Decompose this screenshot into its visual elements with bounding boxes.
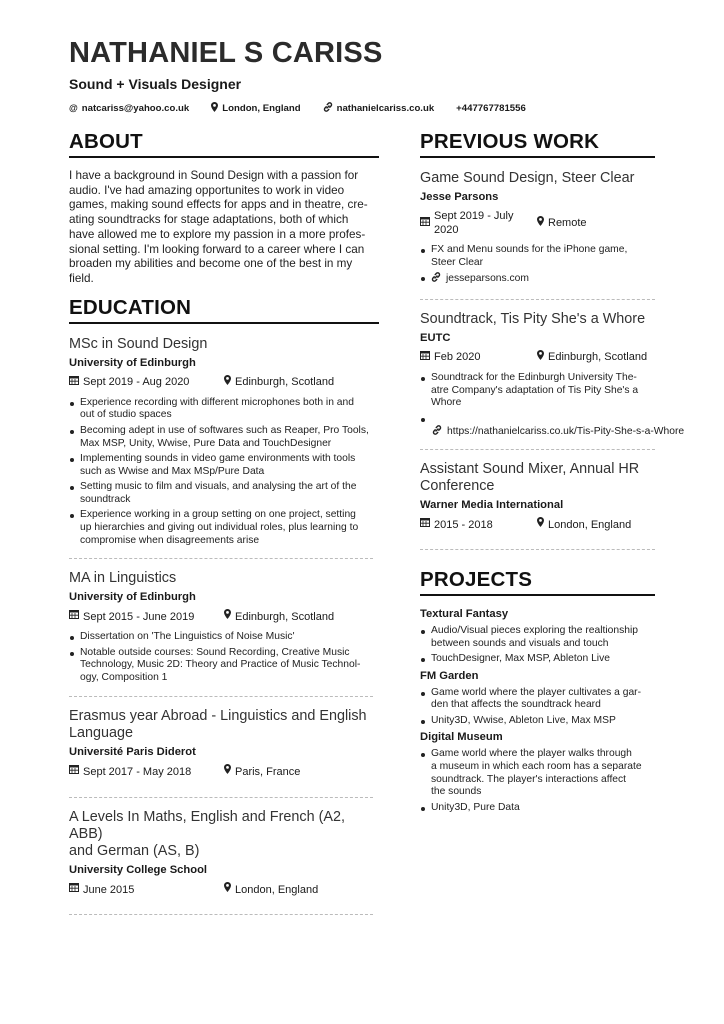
entry-date: [69, 375, 224, 390]
about-text: [69, 169, 379, 287]
list-item: TouchDesigner, Max MSP, Ableton Live: [420, 653, 655, 666]
map-pin-icon: [211, 102, 218, 114]
work-link[interactable]: jesseparsons.com: [446, 273, 529, 285]
entry-location-text: London, England: [235, 883, 319, 896]
entry-location: [224, 882, 318, 897]
project-name: FM Garden: [420, 669, 479, 682]
calendar-icon: [69, 609, 79, 624]
degree-title: Erasmus year Abroad - Linguistics and English Language: [69, 708, 367, 742]
entry-location: [537, 216, 587, 231]
contact-email-text[interactable]: natcariss@yahoo.co.uk: [81, 102, 190, 114]
entry-divider: [420, 449, 655, 450]
entry-bullets: [420, 244, 655, 287]
contact-location: [211, 102, 300, 114]
entry-divider: [69, 914, 373, 915]
list-item: Game world where the player walks through a museum in which each room has a separate soundtrack. The player's interactions affect the sounds: [420, 748, 655, 799]
left-column: [69, 130, 379, 915]
entry-divider: [69, 558, 373, 559]
entry-location: [224, 609, 334, 624]
entry-meta: [69, 764, 379, 779]
candidate-name: NATHANIEL S CARISS: [69, 37, 383, 69]
school-name: University of Edinburgh: [69, 591, 196, 604]
education-entry: [69, 336, 379, 548]
entry-date: [420, 517, 537, 532]
calendar-icon: [420, 350, 430, 365]
degree-title: A Levels In Maths, English and French (A2, ABB) and German (AS, B): [69, 809, 345, 860]
entry-location: [537, 517, 631, 532]
section-title-previous-work: PREVIOUS WORK: [420, 130, 655, 158]
employer-name: EUTC: [420, 331, 451, 344]
list-item: Implementing sounds in video game environments with tools such as Wwise and Max MSp/Pure Data: [69, 453, 379, 479]
entry-location-text: Paris, France: [235, 765, 301, 778]
list-item[interactable]: [420, 272, 655, 287]
project-name: Digital Museum: [420, 731, 503, 744]
entry-bullets: [69, 631, 379, 685]
entry-date-text: Sept 2017 - May 2018: [83, 765, 192, 778]
entry-meta: [420, 350, 655, 365]
entry-date-text: Sept 2015 - June 2019: [83, 610, 195, 623]
map-pin-icon: [224, 375, 231, 390]
about-line: field.: [69, 271, 94, 285]
entry-location-text: Edinburgh, Scotland: [235, 610, 335, 623]
entry-location: [537, 350, 647, 365]
project-bullets: [420, 625, 655, 666]
list-item: Game world where the player cultivates a gar- den that affects the soundtrack heard: [420, 687, 655, 713]
degree-title: MSc in Sound Design: [69, 335, 208, 352]
entry-date: [69, 764, 224, 779]
map-pin-icon: [537, 350, 544, 365]
contact-bar: [69, 102, 709, 114]
entry-divider: [420, 299, 655, 300]
list-item: [420, 413, 655, 423]
section-title-about: ABOUT: [69, 130, 379, 158]
about-line: audio. I've had amazing opportunites to work in video: [69, 183, 345, 197]
calendar-icon: [69, 764, 79, 779]
employer-name: Jesse Parsons: [420, 191, 499, 203]
entry-divider: [69, 797, 373, 798]
employer-name: Warner Media International: [420, 499, 564, 512]
list-item: Becoming adept in use of softwares such as Reaper, Pro Tools, Max MSP, Unity, Wwise, Pure Data and TouchDesigner: [69, 425, 379, 451]
contact-website[interactable]: [323, 102, 435, 114]
entry-date-text: Feb 2020: [434, 351, 481, 364]
map-pin-icon: [537, 517, 544, 532]
entry-date-text: Sept 2019 - Aug 2020: [83, 376, 190, 389]
education-entry: [69, 809, 379, 897]
entry-meta: [69, 375, 379, 390]
contact-phone-text[interactable]: +447767781556: [456, 102, 526, 114]
job-title: Soundtrack, Tis Pity She's a Whore: [420, 310, 646, 327]
job-title: Game Sound Design, Steer Clear: [420, 170, 635, 186]
list-item: Soundtrack for the Edinburgh University The- atre Company's adaptation of Tis Pity She's a Whore: [420, 372, 655, 410]
work-link-row[interactable]: [420, 425, 724, 438]
list-item: Notable outside courses: Sound Recording, Creative Music Technology, Music 2D: Theory and Practice of Music Technol- ogy, Composition 1: [69, 647, 379, 685]
entry-divider: [69, 696, 373, 697]
school-name: University of Edinburgh: [69, 356, 196, 369]
resume-header: [69, 34, 709, 114]
entry-meta: [69, 882, 379, 897]
entry-meta: [420, 209, 655, 237]
entry-date-text: Sept 2019 - July 2020: [434, 210, 514, 236]
degree-title: MA in Linguistics: [69, 570, 177, 587]
entry-bullets: [69, 397, 379, 548]
list-item: Unity3D, Pure Data: [420, 802, 655, 815]
list-item: Audio/Visual pieces exploring the realtionship between sounds and visuals and touch: [420, 625, 655, 651]
map-pin-icon: [224, 882, 231, 897]
entry-date: [69, 882, 224, 897]
work-link[interactable]: https://nathanielcariss.co.uk/Tis-Pity-She-s-a-Whore: [447, 426, 685, 438]
map-pin-icon: [224, 609, 231, 624]
project-entry: [420, 607, 655, 666]
school-name: University College School: [69, 864, 208, 877]
project-bullets: [420, 748, 655, 814]
map-pin-icon: [224, 764, 231, 779]
school-name: Université Paris Diderot: [69, 746, 196, 759]
work-entry: [420, 461, 655, 532]
project-name: Textural Fantasy: [420, 608, 509, 621]
entry-location: [224, 764, 300, 779]
map-pin-icon: [537, 216, 544, 231]
contact-website-text[interactable]: nathanielcariss.co.uk: [336, 102, 435, 114]
entry-date: [420, 350, 537, 365]
entry-date: [69, 609, 224, 624]
list-item: Setting music to film and visuals, and analysing the art of the soundtrack: [69, 481, 379, 507]
contact-phone[interactable]: [456, 103, 526, 114]
entry-divider: [420, 549, 655, 550]
entry-date: [420, 209, 537, 237]
section-title-education: EDUCATION: [69, 296, 379, 324]
list-item: FX and Menu sounds for the iPhone game, Steer Clear: [420, 244, 655, 270]
education-entry: [69, 708, 379, 779]
list-item: Experience recording with different microphones both in and out of studio spaces: [69, 397, 379, 423]
list-item: Unity3D, Wwise, Ableton Live, Max MSP: [420, 715, 655, 728]
about-line: I have a background in Sound Design with a passion for: [69, 169, 359, 182]
entry-meta: [69, 609, 379, 624]
about-line: have allowed me to explore my passion in a more profes-: [69, 227, 366, 241]
calendar-icon: [420, 216, 430, 231]
entry-date-text: June 2015: [83, 883, 135, 896]
job-title: Assistant Sound Mixer, Annual HR Conference: [420, 461, 640, 495]
education-entry: [69, 570, 379, 685]
project-entry: [420, 730, 655, 814]
entry-location-text: Edinburgh, Scotland: [235, 376, 335, 389]
contact-location-text: London, England: [222, 102, 301, 114]
entry-bullets: [420, 372, 655, 423]
entry-meta: [420, 517, 655, 532]
list-item: Dissertation on 'The Linguistics of Noise Music': [69, 631, 379, 644]
contact-email[interactable]: [69, 103, 189, 114]
entry-location-text: London, England: [548, 518, 632, 531]
section-title-projects: PROJECTS: [420, 568, 655, 596]
calendar-icon: [69, 882, 79, 897]
at-icon: @: [69, 103, 78, 113]
about-line: sional setting. I'm looking forward to a career where I can: [69, 242, 365, 256]
entry-location-text: Edinburgh, Scotland: [548, 351, 648, 364]
candidate-tagline: Sound + Visuals Designer: [69, 76, 242, 92]
work-entry: [420, 170, 655, 287]
about-line: ating soundtracks for stage adaptations, both of which: [69, 213, 349, 227]
link-icon: [431, 272, 441, 287]
entry-location-text: Remote: [548, 217, 587, 229]
entry-location: [224, 375, 334, 390]
about-line: games, making sound effects for apps and in theatre, cre-: [69, 198, 368, 212]
link-icon: [432, 425, 442, 438]
calendar-icon: [69, 375, 79, 390]
project-bullets: [420, 687, 655, 728]
list-item: Experience working in a group setting on one project, setting up hierarchies and giving out individual roles, plus learning to compromise when disagreements arise: [69, 509, 379, 547]
right-column: [420, 130, 685, 817]
link-icon: [323, 102, 333, 114]
entry-date-text: 2015 - 2018: [434, 518, 493, 531]
calendar-icon: [420, 517, 430, 532]
work-entry: [420, 310, 685, 438]
about-line: broaden my abilities and become one of the best in my: [69, 257, 353, 271]
project-entry: [420, 669, 655, 728]
